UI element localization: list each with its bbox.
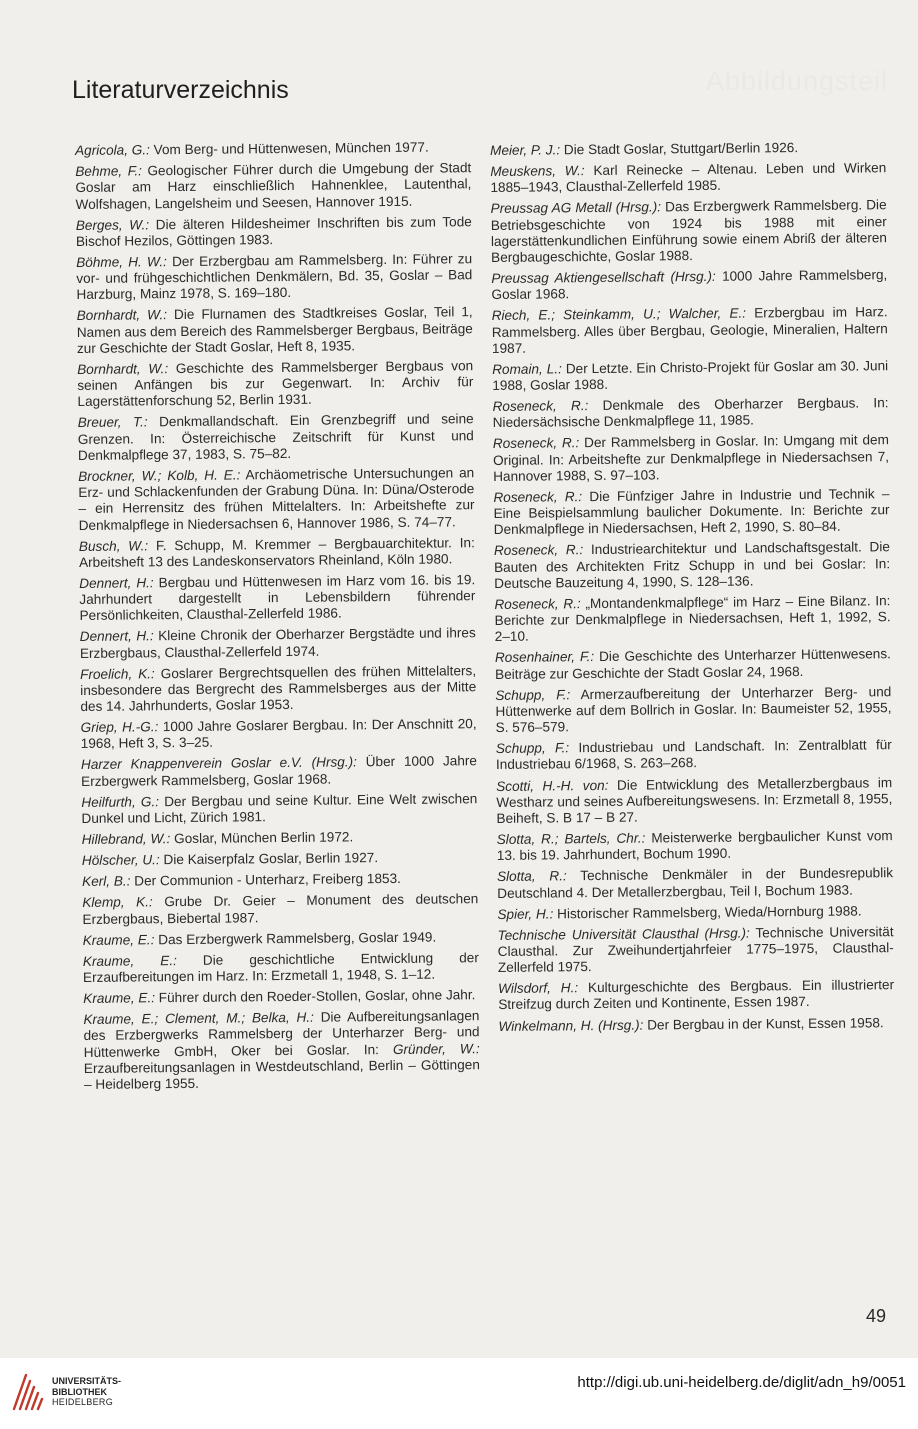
entry-author: Roseneck, R.: [493, 489, 583, 505]
entry-text: 1000 Jahre Rammelsberg, Goslar 1968. [491, 267, 888, 303]
bibliography-entry [79, 572, 475, 624]
bibliography-entry [76, 251, 472, 303]
bibliography-left-column [75, 139, 480, 1098]
entry-author: Kraume, E.; Clement, M.; Belka, H.: [83, 1009, 314, 1028]
entry-author: Kraume, E.: [82, 952, 177, 969]
bibliography-entry [77, 358, 473, 410]
bibliography-entry [492, 305, 888, 357]
entry-author: Hölscher, U.: [81, 852, 160, 869]
entry-author: Roseneck, R.: [493, 542, 584, 559]
entry-author: Roseneck, R.: [492, 435, 580, 452]
bleed-through-text: Abbildungsteil [705, 66, 888, 96]
library-name-line2: BIBLIOTHEK [52, 1386, 107, 1397]
entry-text: Erzbergbau im Harz. Rammelsberg. Alles über Bergbau, Geologie, Mineralien, Haltern 1987. [491, 304, 888, 356]
entry-text: Historischer Rammelsberg, Wieda/Hornburg 1988. [553, 903, 862, 922]
bibliography-entry [77, 305, 473, 357]
library-name-line3: HEIDELBERG [52, 1397, 114, 1407]
entry-text: Über 1000 Jahre Erzbergwerk Rammelsberg, Goslar 1968. [81, 753, 478, 789]
entry-author: Technische Universität Clausthal (Hrsg.): [497, 925, 750, 943]
bibliography-entry [494, 593, 890, 645]
entry-text: Der Communion - Unterharz, Freiberg 1853. [130, 871, 401, 889]
entry-text: Der Bergbau in der Kunst, Essen 1958. [643, 1014, 884, 1033]
entry-author: Harzer Knappenverein Goslar e.V. (Hrsg.): [80, 754, 357, 773]
entry-author: Schupp, F.: [495, 687, 571, 703]
entry-author: Schupp, F.: [495, 740, 570, 757]
entry-author: Brockner, W.; Kolb, H. E.: [78, 467, 241, 484]
bibliography-entry [490, 160, 886, 196]
entry-author: Slotta, R.; Bartels, Chr.: [496, 830, 646, 848]
entry-text: Karl Reinecke – Altenau. Leben und Wirken 1885–1943, Clausthal-Zellerfeld 1985. [490, 160, 887, 196]
bibliography-entry [491, 198, 888, 267]
entry-author-secondary: Gründer, W.: [392, 1040, 480, 1057]
bibliography-entry [497, 866, 893, 902]
bibliography-entry [80, 626, 476, 662]
entry-author: Froelich, K.: [80, 665, 155, 682]
entry-author: Roseneck, R.: [492, 398, 589, 415]
library-name-line1: UNIVERSITÄTS- [52, 1376, 122, 1386]
entry-text: Die älteren Hildesheimer Inschriften bis zum Tode Bischof Hezilos, Göttingen 1983. [75, 213, 472, 249]
entry-text: Die Geschichte des Unterharzer Hüttenwesens. Beiträge zur Geschichte der Stadt Goslar 24, 1968. [495, 646, 891, 682]
page-title: Literaturverzeichnis [72, 76, 289, 104]
bibliography-entry [494, 540, 890, 592]
entry-text: Der Erzbergbau am Rammelsberg. In: Führer zu vor- und frühgeschichtlichen Denkmälern, Bd. 35, Goslar – Bad Harzburg, Mainz 1978, S. 169–180. [76, 251, 473, 303]
entry-text: Meisterwerke bergbaulicher Kunst vom 13. bis 19. Jahrhundert, Bochum 1990. [496, 828, 893, 864]
bibliography-entry [492, 358, 888, 394]
entry-author: Behme, F.: [75, 163, 142, 180]
entry-author: Romain, L.: [492, 361, 562, 377]
entry-author: Bornhardt, W.: [76, 307, 168, 324]
entry-author: Preussag AG Metall (Hrsg.): [490, 199, 662, 217]
bibliography-entry [78, 465, 475, 534]
entry-author: Berges, W.: [75, 216, 150, 233]
bibliography-entry [498, 1015, 894, 1035]
bibliography-entry [82, 849, 478, 869]
entry-text-secondary: Erzaufbereitungsanlagen in Westdeutschland, Berlin – Göttingen – Heidelberg 1955. [83, 1056, 480, 1092]
entry-text: Der Letzte. Ein Christo-Projekt für Goslar am 30. Juni 1988, Goslar 1988. [492, 358, 889, 394]
bibliography-entry [493, 433, 889, 485]
entry-text: Kleine Chronik der Oberharzer Bergstädte und ihres Erzbergbaus, Clausthal-Zellerfeld 1974. [79, 625, 476, 661]
entry-author: Kraume, E.: [83, 990, 156, 1007]
entry-author: Klemp, K.: [82, 894, 153, 911]
entry-author: Roseneck, R.: [494, 596, 581, 612]
entry-author: Dennert, H.: [79, 575, 154, 591]
entry-text: Grube Dr. Geier – Monument des deutschen Erzbergbaus, Biebertal 1987. [82, 891, 479, 927]
entry-author: Heilfurth, G.: [81, 794, 160, 810]
bibliography-entry [83, 929, 479, 949]
entry-text: Geschichte des Rammelsberger Bergbaus von seinen Anfängen bis zur Gegenwart. In: Archiv für Lagerstättenforschung 52, Berlin 1931. [77, 358, 474, 410]
entry-author: Böhme, H. W.: [76, 254, 167, 270]
entry-text: Die Stadt Goslar, Stuttgart/Berlin 1926. [560, 140, 799, 158]
entry-author: Kraume, E.: [82, 931, 155, 948]
entry-text: Die Kaiserpfalz Goslar, Berlin 1927. [159, 850, 379, 868]
entry-text: Die geschichtliche Entwicklung der Erzaufbereitungen im Harz. In: Erzmetall 1, 1948, S. 1–12. [82, 949, 479, 985]
entry-text: Technische Universität Clausthal. Zur Zweihundertjahrfeier 1775–1975, Clausthal-Zellerfeld 1975. [497, 923, 894, 976]
entry-author: Riech, E.; Steinkamm, U.; Walcher, E.: [491, 305, 747, 324]
entry-author: Slotta, R.: [496, 868, 567, 885]
permalink-url[interactable]: http://digi.ub.uni-heidelberg.de/diglit/adn_h9/0051 [577, 1374, 906, 1391]
entry-text: Industriebau und Landschaft. In: Zentralblatt für Industriebau 6/1968, S. 263–268. [495, 737, 892, 773]
bibliography-entry [493, 486, 889, 538]
bibliography-entry [497, 828, 893, 864]
entry-text: Bergbau und Hüttenwesen im Harz vom 16. bis 19. Jahrhundert dargestellt in Lebensbildern führender Persönlichkeiten, Clausthal-Zellerfeld 1986. [79, 572, 476, 624]
entry-text: Führer durch den Roeder-Stollen, Goslar, ohne Jahr. [154, 987, 476, 1006]
bibliography-entry [83, 987, 479, 1007]
entry-text: Das Erzbergwerk Rammelsberg, Goslar 1949. [154, 929, 437, 947]
entry-author: Kerl, B.: [82, 873, 131, 890]
bibliography-entry [491, 267, 887, 303]
bibliography-entry [498, 977, 894, 1013]
bibliography-right-column [490, 139, 895, 1039]
bibliography-entry [492, 395, 888, 431]
bibliography-entry [76, 214, 472, 250]
entry-text: Geologischer Führer durch die Umgebung der Stadt Goslar am Harz einschließlich Hahnenklee, Lautenthal, Wolfshagen, Langelsheim und Seesen, Hannover 1915. [75, 160, 472, 212]
entry-author: Winkelmann, H. (Hrsg.): [498, 1017, 644, 1034]
entry-author: Dennert, H.: [79, 628, 154, 645]
library-name[interactable] [52, 1376, 121, 1408]
viewer-footer [0, 1358, 918, 1429]
bibliography-entry [75, 139, 471, 159]
bibliography-entry [496, 737, 892, 773]
entry-author: Busch, W.: [78, 537, 149, 554]
bibliography-entry [81, 791, 477, 827]
entry-author: Rosenhainer, F.: [494, 649, 595, 666]
entry-author: Breuer, T.: [77, 414, 148, 431]
entry-text: Technische Denkmäler in der Bundesrepublik Deutschland 4. Der Metallerzbergbau, Teil I, Bochum 1983. [497, 865, 894, 901]
entry-text: Archäometrische Untersuchungen an Erz- und Schlackenfunden der Grabung Düna. In: Düna/Osterode – ein Herrensitz des frühen Mittelalters. In: Arbeitshefte zur Denkmalpflege in Niedersachsen 6, Hannover 1986, S. 74–77. [78, 465, 475, 533]
bibliography-entry [82, 828, 478, 848]
bibliography-entry [498, 924, 894, 976]
entry-text: Goslarer Bergrechtsquellen des frühen Mittelalters, insbesondere das Bergrecht des Rammelsberges aus der Mitte des 14. Jahrhunderts, Goslar 1953. [80, 662, 477, 715]
bibliography-entry [83, 950, 479, 986]
entry-author: Bornhardt, W.: [77, 361, 169, 377]
page-number: 49 [866, 1306, 887, 1326]
entry-text: Die Aufbereitungsanlagen des Erzbergwerks Rammelsberg der Unterharzer Berg- und Hüttenwerke GmbH, Oker bei Goslar. In: [83, 1008, 480, 1060]
bibliography-entry [80, 663, 476, 715]
entry-text: „Montandenkmalpflege“ im Harz – Eine Bilanz. In: Berichte zur Denkmalpflege in Niedersachsen, Heft 1, 1992, S. 2–10. [494, 593, 891, 645]
entry-text: 1000 Jahre Goslarer Bergbau. In: Der Anschnitt 20, 1968, Heft 3, S. 3–25. [80, 716, 477, 752]
bibliography-entry [496, 775, 892, 827]
entry-author: Preussag Aktiengesellschaft (Hrsg.): [491, 268, 716, 287]
bibliography-entry [81, 754, 477, 790]
entry-text: F. Schupp, M. Kremmer – Bergbauarchitektur. In: Arbeitsheft 13 des Landeskonservators Rheinland, Köln 1980. [78, 534, 475, 570]
entry-text: Die Entwicklung des Metallerzbergbaus im Westharz und seines Aufbereitungswesens. In: Erzmetall 8, 1955, Beiheft, S. B 17 – B 27. [496, 774, 893, 826]
entry-text: Industriearchitektur und Landschaftsgestalt. Die Bauten des Architekten Fritz Schupp in und bei Goslar: In: Deutsche Bauzeitung 4, 1990, S. 128–136. [493, 539, 891, 591]
bibliography-entry [75, 160, 471, 212]
entry-author: Meier, P. J.: [490, 142, 561, 158]
entry-author: Griep, H.-G.: [80, 719, 159, 736]
entry-author: Hillebrand, W.: [81, 831, 171, 848]
entry-text: Die Fünfziger Jahre in Industrie und Technik – Eine Beispielsammlung baulicher Dokumente. In: Berichte zur Denkmalpflege in Niedersachsen, Heft 2, 1990, S. 80–84. [493, 486, 890, 538]
bibliography-entry [81, 716, 477, 752]
entry-author: Meuskens, W.: [490, 163, 585, 180]
bibliography-entry [495, 684, 891, 736]
bibliography-entry [495, 647, 891, 683]
entry-text: Der Rammelsberg in Goslar. In: Umgang mit dem Original. In: Arbeitshefte zur Denkmalpflege in Niedersachsen 7, Hannover 1988, S. 97–103. [492, 432, 890, 484]
bibliography-entry [78, 412, 474, 464]
entry-author: Agricola, G.: [75, 142, 150, 158]
entry-author: Spier, H.: [497, 906, 554, 922]
bibliography-entry [83, 1008, 480, 1093]
entry-text: Armerzaufbereitung der Unterharzer Berg- und Hüttenwerke auf dem Bollrich in Goslar. In: Baumeister 52, 1955, S. 576–579. [495, 683, 892, 736]
entry-text: Das Erzbergwerk Rammelsberg. Die Betriebsgeschichte von 1924 bis 1988 mit einer lagerstättenkundlichen Einführung sowie einem Abriß der älteren Bergbaugeschichte, Goslar 1988. [490, 197, 887, 265]
ub-heidelberg-logo-icon[interactable] [10, 1371, 46, 1413]
bibliography-entry [490, 139, 886, 159]
entry-author: Wilsdorf, H.: [498, 980, 579, 997]
bibliography-entry [79, 535, 475, 571]
entry-author: Scotti, H.-H. von: [496, 777, 609, 794]
entry-text: Vom Berg- und Hüttenwesen, München 1977. [149, 139, 429, 158]
bibliography-entry [497, 903, 893, 923]
entry-text: Der Bergbau und seine Kultur. Eine Welt zwischen Dunkel und Licht, Zürich 1981. [81, 790, 478, 826]
entry-text: Denkmale des Oberharzer Bergbaus. In: Niedersächsische Denkmalpflege 11, 1985. [492, 395, 889, 431]
bibliography-entry [82, 870, 478, 890]
entry-text: Kulturgeschichte des Bergbaus. Ein illustrierter Streifzug durch Zeiten und Kontinente, Essen 1987. [498, 977, 895, 1013]
bibliography-entry [82, 892, 478, 928]
entry-text: Die Flurnamen des Stadtkreises Goslar, Teil 1, Namen aus dem Bereich des Rammelsberger Bergbaus, Beiträge zur Geschichte der Stadt Goslar, Heft 8, 1935. [76, 304, 473, 356]
entry-text: Goslar, München Berlin 1972. [170, 829, 354, 847]
entry-text: Denkmallandschaft. Ein Grenzbegriff und seine Grenzen. In: Österreichische Zeitschrift für Kunst und Denkmalpflege 37, 1983, S. 75–82. [77, 411, 474, 463]
